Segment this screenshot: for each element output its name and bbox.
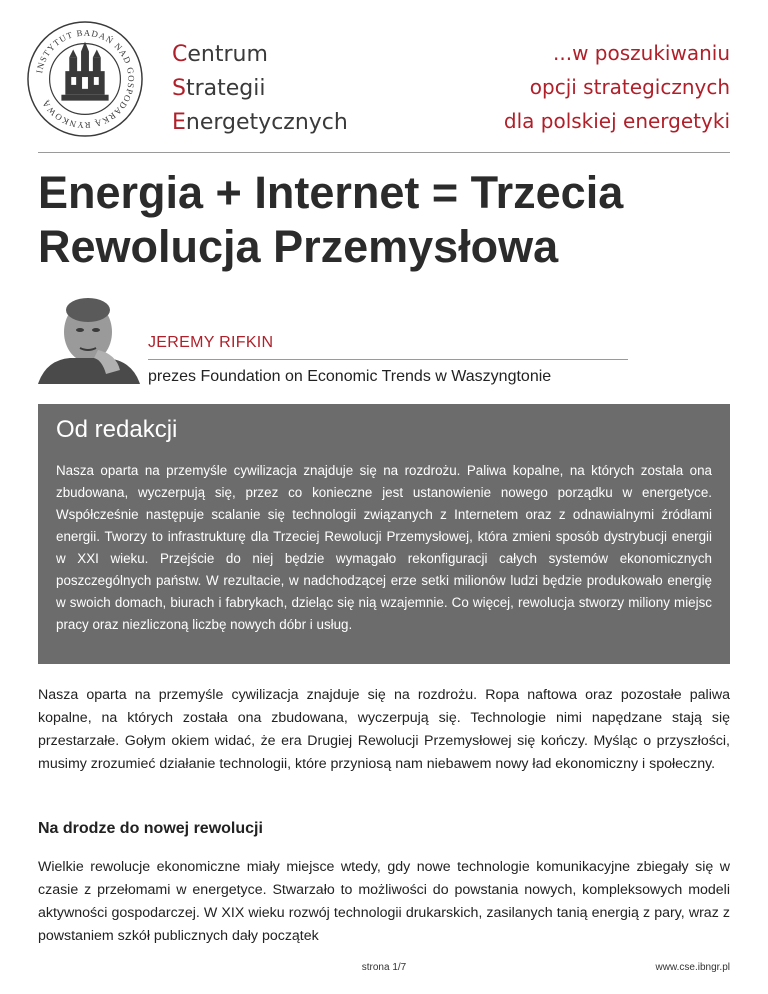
title-line-2: Rewolucja Przemysłowa bbox=[38, 221, 559, 272]
author-name: JEREMY RIFKIN bbox=[148, 334, 274, 351]
page-number: strona 1/7 bbox=[361, 962, 407, 973]
footer-link[interactable]: www.cse.ibngr.pl bbox=[655, 962, 730, 973]
article-title bbox=[38, 166, 738, 274]
org-line-3: Energetycznych bbox=[172, 110, 348, 135]
editorial-box bbox=[38, 404, 730, 664]
institute-seal-logo bbox=[26, 20, 144, 138]
header-divider bbox=[38, 152, 730, 153]
lead-paragraph: Nasza oparta na przemyśle cywilizacja znajduje się na rozdrożu. Ropa naftowa oraz pozostałe paliwa kopalne, na których została ona zbudowana, wyczerpują się. Technologie nimi napędzane stają się przestarzałe. Gołym okiem widać, że era Drugiej Rewolucji Przemysłowej się kończy. Myśląc o przyszłości, musimy zrozumieć działanie technologii, które przyniosą nam niebawem nowy ład ekonomiczny i społeczny. bbox=[38, 687, 730, 772]
author-divider bbox=[148, 359, 628, 360]
tagline bbox=[504, 36, 730, 138]
body-paragraph: Wielkie rewolucje ekonomiczne miały miejsce wtedy, gdy nowe technologie komunikacyjne zbiegały się w czasie z przełomami w energetyce. Stwarzało to możliwości do powstania nowych, kompleksowych modeli aktywności gospodarczej. W XIX wieku rozwój technologii drukarskich, zasilanych tanią energią z pary, wraz z powstaniem szkół publicznych dały początek bbox=[38, 859, 730, 944]
tagline-line-3: dla polskiej energetyki bbox=[503, 109, 730, 133]
organization-name bbox=[172, 38, 348, 140]
org-line-1: Centrum bbox=[172, 42, 268, 67]
tagline-line-1: ...w poszukiwaniu bbox=[553, 41, 730, 65]
svg-text:INSTYTUT BADAŃ NAD GOSPODARKĄ: INSTYTUT BADAŃ NAD GOSPODARKĄ RYNKOWĄ bbox=[34, 27, 137, 131]
editorial-text: Nasza oparta na przemyśle cywilizacja znajduje się na rozdrożu. Paliwa kopalne, na których została ona zbudowana, wyczerpują się, przez co konieczne jest ustanowienie nowego porządku w energetyce. Współcześnie następuje scalanie się technologii związanych z Internetem oraz z odnawialnymi źródłami energii. Tworzy to infrastrukturę dla Trzeciej Rewolucji Przemysłowej, która zmieni sposób dystrybucji energii w XXI wieku. Przejście do niej będzie wymagało rekonfiguracji całych systemów ekonomicznych poszczególnych państw. W rezultacie, w nadchodzącej erze setki milionów ludzi będzie produkowało energię w swoich domach, biurach i fabrykach, dzieląc się nią wzajemnie. Co więcej, rewolucja stworzy miliony miejsc pracy oraz niezliczoną liczbę nowych dóbr i usług. bbox=[56, 463, 712, 632]
title-line-1: Energia + Internet = Trzecia bbox=[38, 167, 624, 218]
section-heading: Na drodze do nowej rewolucji bbox=[38, 820, 263, 837]
author-portrait bbox=[36, 294, 140, 384]
editorial-heading: Od redakcji bbox=[56, 416, 178, 443]
org-line-2: Strategii bbox=[172, 76, 266, 101]
tagline-line-2: opcji strategicznych bbox=[529, 75, 730, 99]
author-role: prezes Foundation on Economic Trends w Waszyngtonie bbox=[148, 368, 552, 385]
